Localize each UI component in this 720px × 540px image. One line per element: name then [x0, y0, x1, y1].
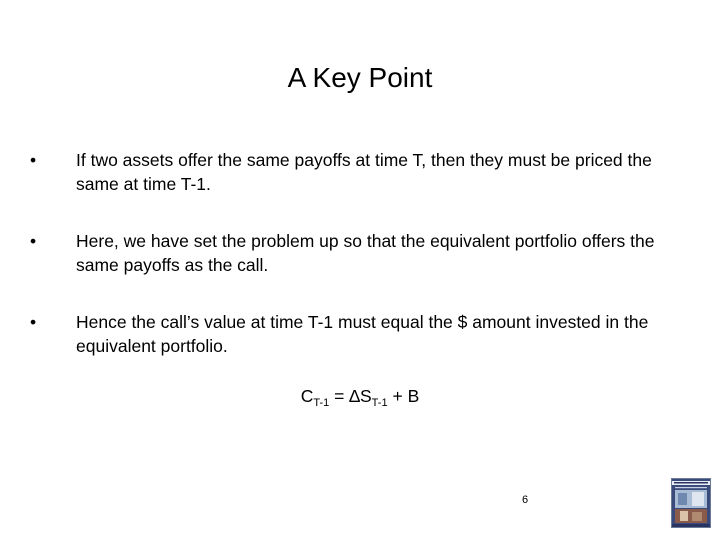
bullet-dot-icon: •	[30, 150, 37, 170]
formula-plus: +	[392, 386, 403, 406]
formula-lhs-subscript: T-1	[313, 397, 330, 409]
bullet-text: If two assets offer the same payoffs at time T, then they must be priced the same at time T-1.	[76, 150, 652, 194]
book-cover-graphic	[672, 479, 710, 527]
formula-delta-subscript: T-1	[371, 397, 388, 409]
bullet-text: Hence the call’s value at time T-1 must equal the $ amount invested in the equivalent portfolio.	[76, 312, 649, 356]
book-cover-icon	[671, 478, 711, 528]
bullet-item	[30, 229, 670, 277]
formula-lhs: C	[300, 386, 314, 406]
formula-rhs: B	[407, 386, 420, 406]
formula-delta: ∆S	[349, 386, 372, 406]
formula-equals: =	[334, 386, 345, 406]
bullet-list	[30, 148, 670, 391]
bullet-item	[30, 310, 670, 358]
bullet-dot-icon: •	[30, 312, 37, 332]
bullet-text: Here, we have set the problem up so that the equivalent portfolio offers the same payoffs as the call.	[76, 231, 655, 275]
bullet-dot-icon: •	[30, 231, 37, 251]
bullet-item	[30, 148, 670, 196]
formula	[0, 384, 720, 408]
page-number: 6	[521, 494, 529, 506]
slide-title: A Key Point	[287, 62, 433, 93]
